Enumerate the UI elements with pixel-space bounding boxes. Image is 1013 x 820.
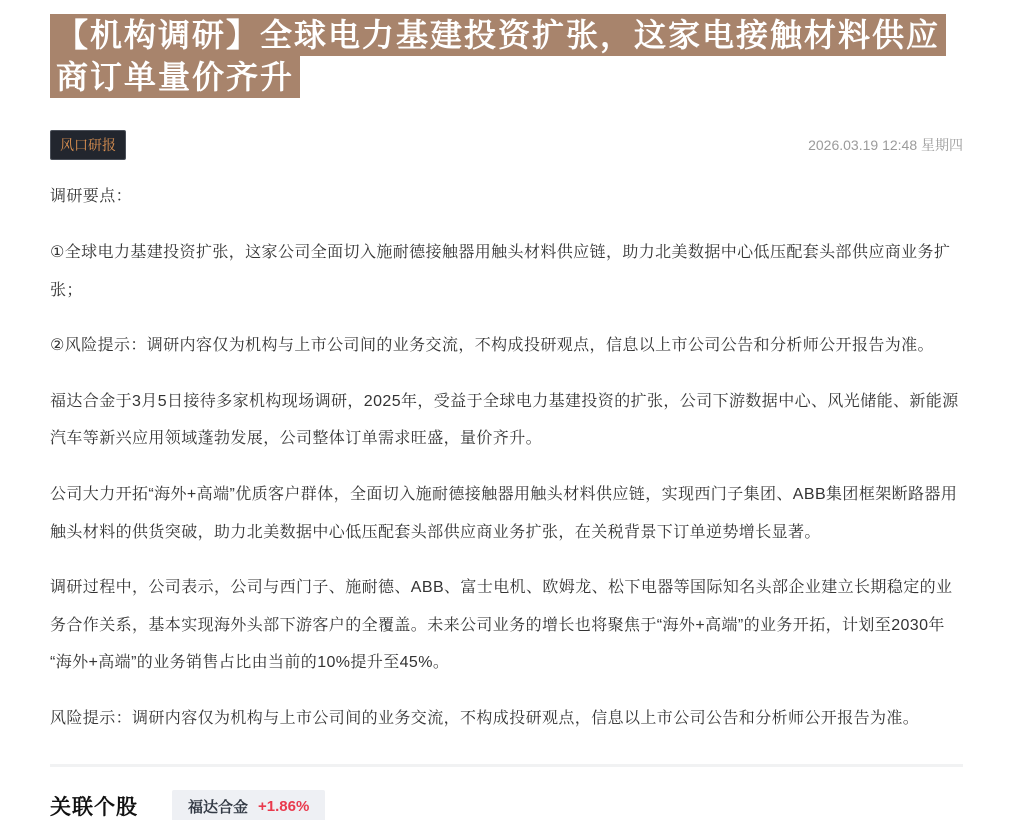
- paragraph: 调研要点：: [50, 188, 133, 206]
- section-divider: [50, 764, 963, 767]
- report-tag-badge[interactable]: 风口研报: [50, 130, 126, 160]
- paragraph: 调研过程中，公司表示，公司与西门子、施耐德、ABB、富士电机、欧姆龙、松下电器等国际知名头部企业建立长期稳定的业务合作关系，基本实现海外头部下游客户的全覆盖。未来公司业务的增长也将聚焦于“海外+高端”的业务开拓，计划至2030年“海外+高端”的业务销售占比由当前的10%提升至45%。: [50, 579, 953, 672]
- page-title: [50, 14, 950, 98]
- paragraph: 福达合金于3月5日接待多家机构现场调研，2025年，受益于全球电力基建投资的扩张，公司下游数据中心、风光储能、新能源汽车等新兴应用领域蓬勃发展，公司整体订单需求旺盛，量价齐升。: [50, 392, 959, 448]
- stock-pill-fudahejin[interactable]: [172, 790, 325, 820]
- paragraph: 风险提示：调研内容仅为机构与上市公司间的业务交流，不构成投研观点，信息以上市公司公告和分析师公开报告为准。: [50, 710, 920, 727]
- paragraph: ②风险提示：调研内容仅为机构与上市公司间的业务交流，不构成投研观点，信息以上市公司公告和分析师公开报告为准。: [50, 337, 934, 355]
- paragraph: 公司大力开拓“海外+高端”优质客户群体，全面切入施耐德接触器用触头材料供应链，实现西门子集团、ABB集团框架断路器用触头材料的供货突破，助力北美数据中心低压配套头部供应商业务扩张，在关税背景下订单逆势增长显著。: [50, 486, 958, 541]
- article-body: [50, 178, 963, 737]
- related-stocks-section: [50, 790, 963, 820]
- publish-datetime: 2026.03.19 12:48 星期四: [808, 137, 963, 154]
- related-stocks-heading: 关联个股: [50, 796, 138, 820]
- stock-name: 福达合金: [188, 798, 249, 816]
- page-title-highlight: 【机构调研】全球电力基建投资扩张，这家电接触材料供应商订单量价齐升: [50, 14, 946, 98]
- paragraph: ①全球电力基建投资扩张，这家公司全面切入施耐德接触器用触头材料供应链，助力北美数据中心低压配套头部供应商业务扩张；: [50, 244, 951, 299]
- stock-change-percent: +1.86%: [258, 797, 310, 815]
- meta-row: [50, 130, 963, 160]
